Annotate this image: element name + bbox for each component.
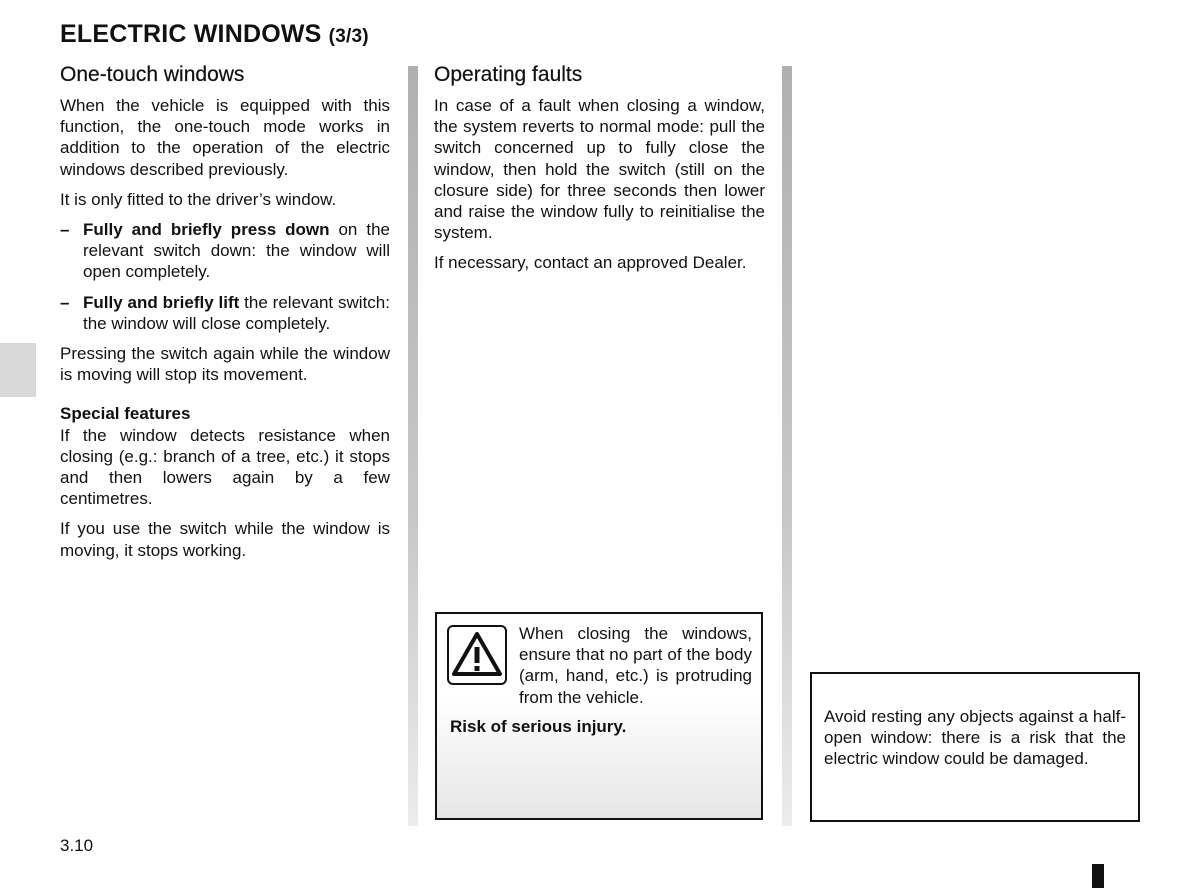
section-heading-one-touch: One-touch windows [60, 63, 245, 86]
note-box [810, 672, 1140, 822]
fault-paragraph: In case of a fault when closing a window, the system reverts to normal mode: pull the switch concerned up to fully close the window, then hold the switch (still on the closure side) for three seconds then lower and raise the window fully to reinitialise the system. [434, 96, 765, 243]
warning-text: When closing the windows, ensure that no part of the body (arm, hand, etc.) is protruding from the vehicle. [519, 624, 752, 707]
page-number: 3.10 [60, 836, 94, 855]
list-item-text: on the relevant switch down: the window will open completely. [83, 220, 390, 282]
column-divider-bar [408, 66, 418, 826]
chapter-tab-marker [0, 343, 36, 397]
list-item-text: the relevant switch: the window will close completely. [83, 292, 390, 333]
list-dash: – [60, 220, 70, 240]
warning-box [435, 612, 763, 820]
special-features-paragraph: If the window detects resistance when closing (e.g.: branch of a tree, etc.) it stops and then lowers again by a few centimetres. [60, 425, 390, 509]
note-text: Avoid resting any objects against a half-open window: there is a risk that the electric window could be damaged. [824, 707, 1126, 769]
pressing-again-paragraph: Pressing the switch again while the window is moving will stop its movement. [60, 344, 390, 385]
warning-emphasis: Risk of serious injury. [450, 717, 627, 736]
page-title-main: ELECTRIC WINDOWS [60, 20, 322, 48]
intro-paragraph: When the vehicle is equipped with this function, the one-touch mode works in addition to the operation of the electric windows described previously. [60, 96, 390, 179]
left-column [60, 62, 390, 570]
list-item-bold: Fully and briefly press down [83, 220, 330, 240]
page-title-part: (3/3) [328, 26, 369, 47]
page-title [60, 18, 369, 53]
section-heading-operating-faults: Operating faults [434, 63, 583, 86]
list-item [60, 219, 390, 283]
special-features-heading: Special features [60, 404, 191, 424]
column-divider-bar [782, 66, 792, 826]
list-dash: – [60, 292, 70, 312]
middle-column [434, 62, 765, 283]
warning-triangle-icon [447, 625, 507, 685]
page-corner-marker [1092, 864, 1104, 888]
switch-paragraph: If you use the switch while the window is moving, it stops working. [60, 519, 390, 560]
list-item [60, 292, 390, 334]
dealer-paragraph: If necessary, contact an approved Dealer. [434, 253, 747, 273]
fitted-paragraph: It is only fitted to the driver’s window. [60, 189, 337, 209]
list-item-bold: Fully and briefly lift [83, 292, 240, 312]
